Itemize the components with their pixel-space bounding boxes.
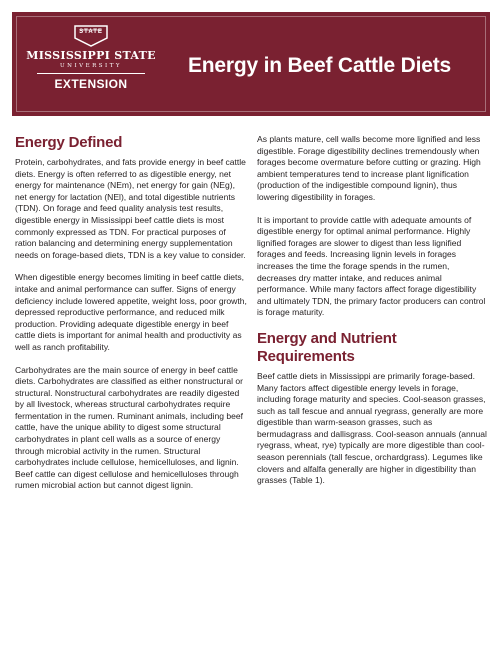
paragraph: Beef cattle diets in Mississippi are primarily forage-based. Many factors affect digestible energy levels in forage, including forage maturity and species. Cool-season grasses, such as tall fescue and annual ryegrass, generally are more digestible than warm-season grasses, such as bermudagrass and dallisgrass. Cool-season annuals (annual ryegrass, wheat, rye) typically are more digestible than cool-season perennials (tall fescue, orchardgrass). Legumes like clovers and alfalfa generally are higher in digestibility than grasses (Table 1). [257,370,487,486]
paragraph: Protein, carbohydrates, and fats provide energy in beef cattle diets. Energy is often referred to as digestible energy, net energy for maintenance (NEm), net energy for gain (NEg), net energy for lactation (NEl), and total digestible nutrients (TDN). On forage and feed quality analysis test results, digestible energy in Mississippi beef cattle diets is most commonly expressed as TDN. For practical purposes of ration balancing and determining energy supplementation needs on forage-based diets, TDN is a key value to consider. [15,157,246,260]
paragraph: It is important to provide cattle with adequate amounts of digestible energy for optimal animal performance. Highly lignified forages are slower to digest than less lignified forages and feeds. Increasing lignin levels in forages increases the time the forage spends in the rumen, decreases dry matter intake, and reduces animal performance. While many factors affect forage digestibility and ultimately TDN, the primary factor producers can control is forage maturity. [257,214,486,318]
logo-divider [37,73,145,74]
msu-extension-logo [26,24,156,114]
logo-university-label: UNIVERSITY [60,63,122,69]
msu-shield-icon [71,24,111,48]
left-column [15,134,247,503]
paragraph: Carbohydrates are the main source of energy in beef cattle diets. Carbohydrates are classified as either nonstructural or structural. Nonstructural carbohydrates are readily digested by all livestock, whereas structural carbohydrates require fermentation in the rumen. Ruminant animals, including beef cattle, have the unique ability to digest some structural carbohydrates in plant cell walls as a source of energy through microbial activity in the rumen. Structural carbohydrates include cellulose, hemicelluloses, and lignin. Beef cattle can digest cellulose and hemicelluloses through rumen microbial action but cannot digest lignin. [15,364,244,491]
paragraph: When digestible energy becomes limiting in beef cattle diets, intake and animal performance can suffer. Signs of energy deficiency include lowered appetite, weight loss, poor growth, depressed reproductive performance, and reduced milk production. Providing adequate digestible energy in beef cattle diets is important for animal health and productivity as well as ranch profitability. [15,272,247,352]
header-banner [12,12,490,116]
section-heading-energy-defined: Energy Defined [15,134,123,151]
page-title: Energy in Beef Cattle Diets [188,54,452,77]
right-column [257,134,489,498]
logo-university-name: MISSISSIPPI STATE [26,49,156,62]
section-heading-energy-nutrient: Energy and Nutrient Requirements [257,329,397,365]
paragraph: As plants mature, cell walls become more lignified and less digestible. Forage digestibility declines tremendously when forages become overmature before cutting or grazing. High ambient temperatures tend to increase plant lignification (production of the indigestible compound lignin), thus lowering digestibility in forages. [257,134,481,202]
logo-badge-text: STATE [79,29,103,35]
logo-extension-label: EXTENSION [54,77,128,91]
